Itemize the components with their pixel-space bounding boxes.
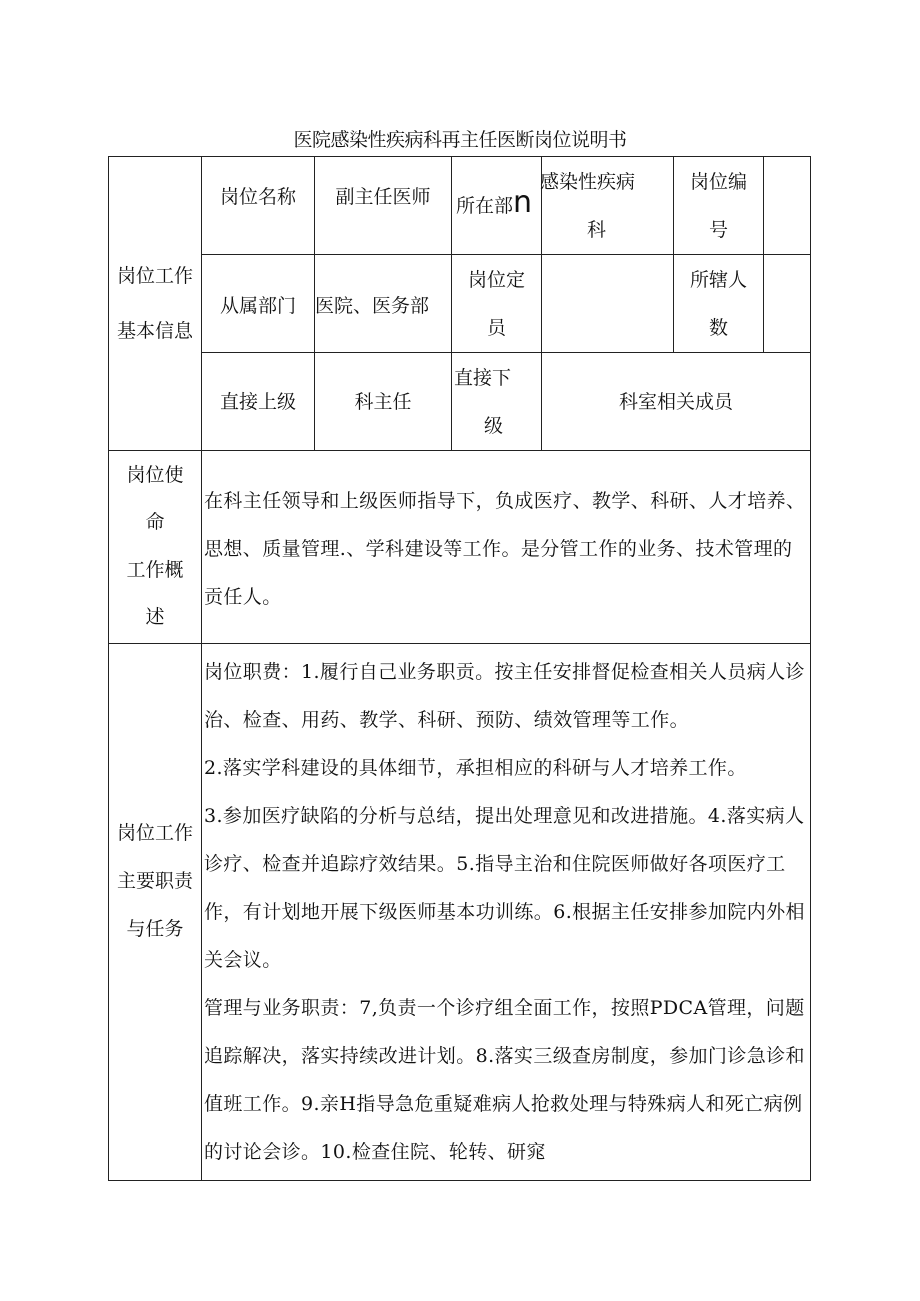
duties-paragraph-2: 2.落实学科建设的具体细节，承担相应的科研与人才培养工作。 [204, 757, 747, 779]
duties-text [202, 644, 810, 1180]
duties-label-line-1: 岗位工作 [116, 822, 193, 844]
position-name-value-text: 副主任医师 [335, 185, 431, 208]
basic-info-section-label [109, 157, 202, 451]
department-value [539, 157, 674, 255]
direct-subordinate-label-line-2: 级 [484, 414, 504, 437]
duties-label-line-2: 主要职责 [116, 870, 193, 892]
staff-quota-label-line-2: 员 [486, 316, 506, 339]
position-name-label-text: 岗位名称 [219, 185, 296, 208]
parent-department-label-text: 从属部门 [219, 294, 296, 317]
position-code-label-line-2: 号 [708, 218, 728, 241]
basic-info-label-line-2: 基本信息 [116, 319, 193, 342]
duties-text-cell [202, 644, 811, 1181]
direct-superior-label: 直接上级 [202, 353, 315, 451]
mission-section-label [109, 451, 202, 644]
mission-text: 在科主任领导和上级医师指导下，负成医疗、教学、科研、人才培养、思想、质量管理.、学科建设等工作。是分管工作的业务、技术管理的贡任人。 [204, 490, 806, 608]
staff-count-label-line-1: 所辖人 [689, 268, 747, 291]
department-value-line-2: 科 [586, 218, 606, 241]
direct-subordinate-value: 科室相关成员 [542, 353, 811, 451]
position-name-label [202, 157, 315, 255]
staff-quota-label [452, 255, 542, 353]
department-label-main: 所在部 [456, 194, 514, 217]
direct-superior-value: 科主任 [315, 353, 452, 451]
parent-department-value-text: 医院、医务部 [315, 294, 430, 317]
mission-text-cell [202, 451, 811, 644]
basic-info-row-1 [109, 157, 811, 255]
mission-row [109, 451, 811, 644]
staff-count-value [764, 255, 811, 353]
duties-paragraph-1: 岗位职费：1.履行自己业务职贡。按主任安排督促检查相关人员病人诊治、检查、用药、教学、科研、预防、绩效管理等工作。 [204, 661, 805, 731]
staff-count-label-line-2: 数 [708, 316, 728, 339]
staff-quota-label-line-1: 岗位定 [467, 268, 525, 291]
department-label-suffix: n [513, 184, 533, 220]
department-value-line-1: 感染性疾病 [539, 170, 635, 193]
parent-department-label [202, 255, 315, 353]
position-code-label-line-1: 岗位编 [689, 170, 747, 193]
mission-label-line-3: 工作概 [126, 558, 184, 581]
staff-quota-value [542, 255, 674, 353]
document-title: 医院感染性疾病科再主任医断岗位说明书 [293, 129, 627, 151]
parent-department-value [315, 255, 452, 353]
duties-row [109, 644, 811, 1181]
mission-label-line-4: 述 [145, 605, 165, 628]
position-code-value [764, 157, 811, 255]
basic-info-label-line-1: 岗位工作 [116, 264, 193, 287]
direct-subordinate-label [452, 353, 542, 451]
basic-info-row-3 [109, 353, 811, 451]
basic-info-row-2 [109, 255, 811, 353]
position-name-value [315, 157, 452, 255]
position-code-label [674, 157, 764, 255]
duties-label-line-3: 与任务 [126, 918, 184, 940]
direct-subordinate-label-line-1: 直接下 [454, 366, 512, 389]
duties-section-label [109, 644, 202, 1181]
mission-label-line-2: 命 [145, 511, 165, 534]
department-label [452, 157, 542, 255]
job-description-table [108, 156, 811, 1181]
duties-paragraph-4: 管理与业务职责：7,负责一个诊疗组全面工作，按照PDCA管理，问题追踪解决，落实持续改进计划。8.落实三级查房制度，参加门诊急诊和值班工作。9.亲H指导急危重疑难病人抢救处理与特殊病人和死亡病例的讨论会诊。10.检查住院、轮转、研窕 [204, 997, 805, 1163]
mission-label-line-1: 岗位使 [126, 464, 184, 486]
staff-count-label [674, 255, 764, 353]
duties-paragraph-3: 3.参加医疗缺陷的分析与总结，提出处理意见和改进措施。4.落实病人诊疗、检查并追踪疗效结果。5.指导主治和住院医师做好各项医疗工作，有计划地开展下级医师基本功训练。6.根据主任安排参加院内外相关会议。 [204, 805, 805, 971]
